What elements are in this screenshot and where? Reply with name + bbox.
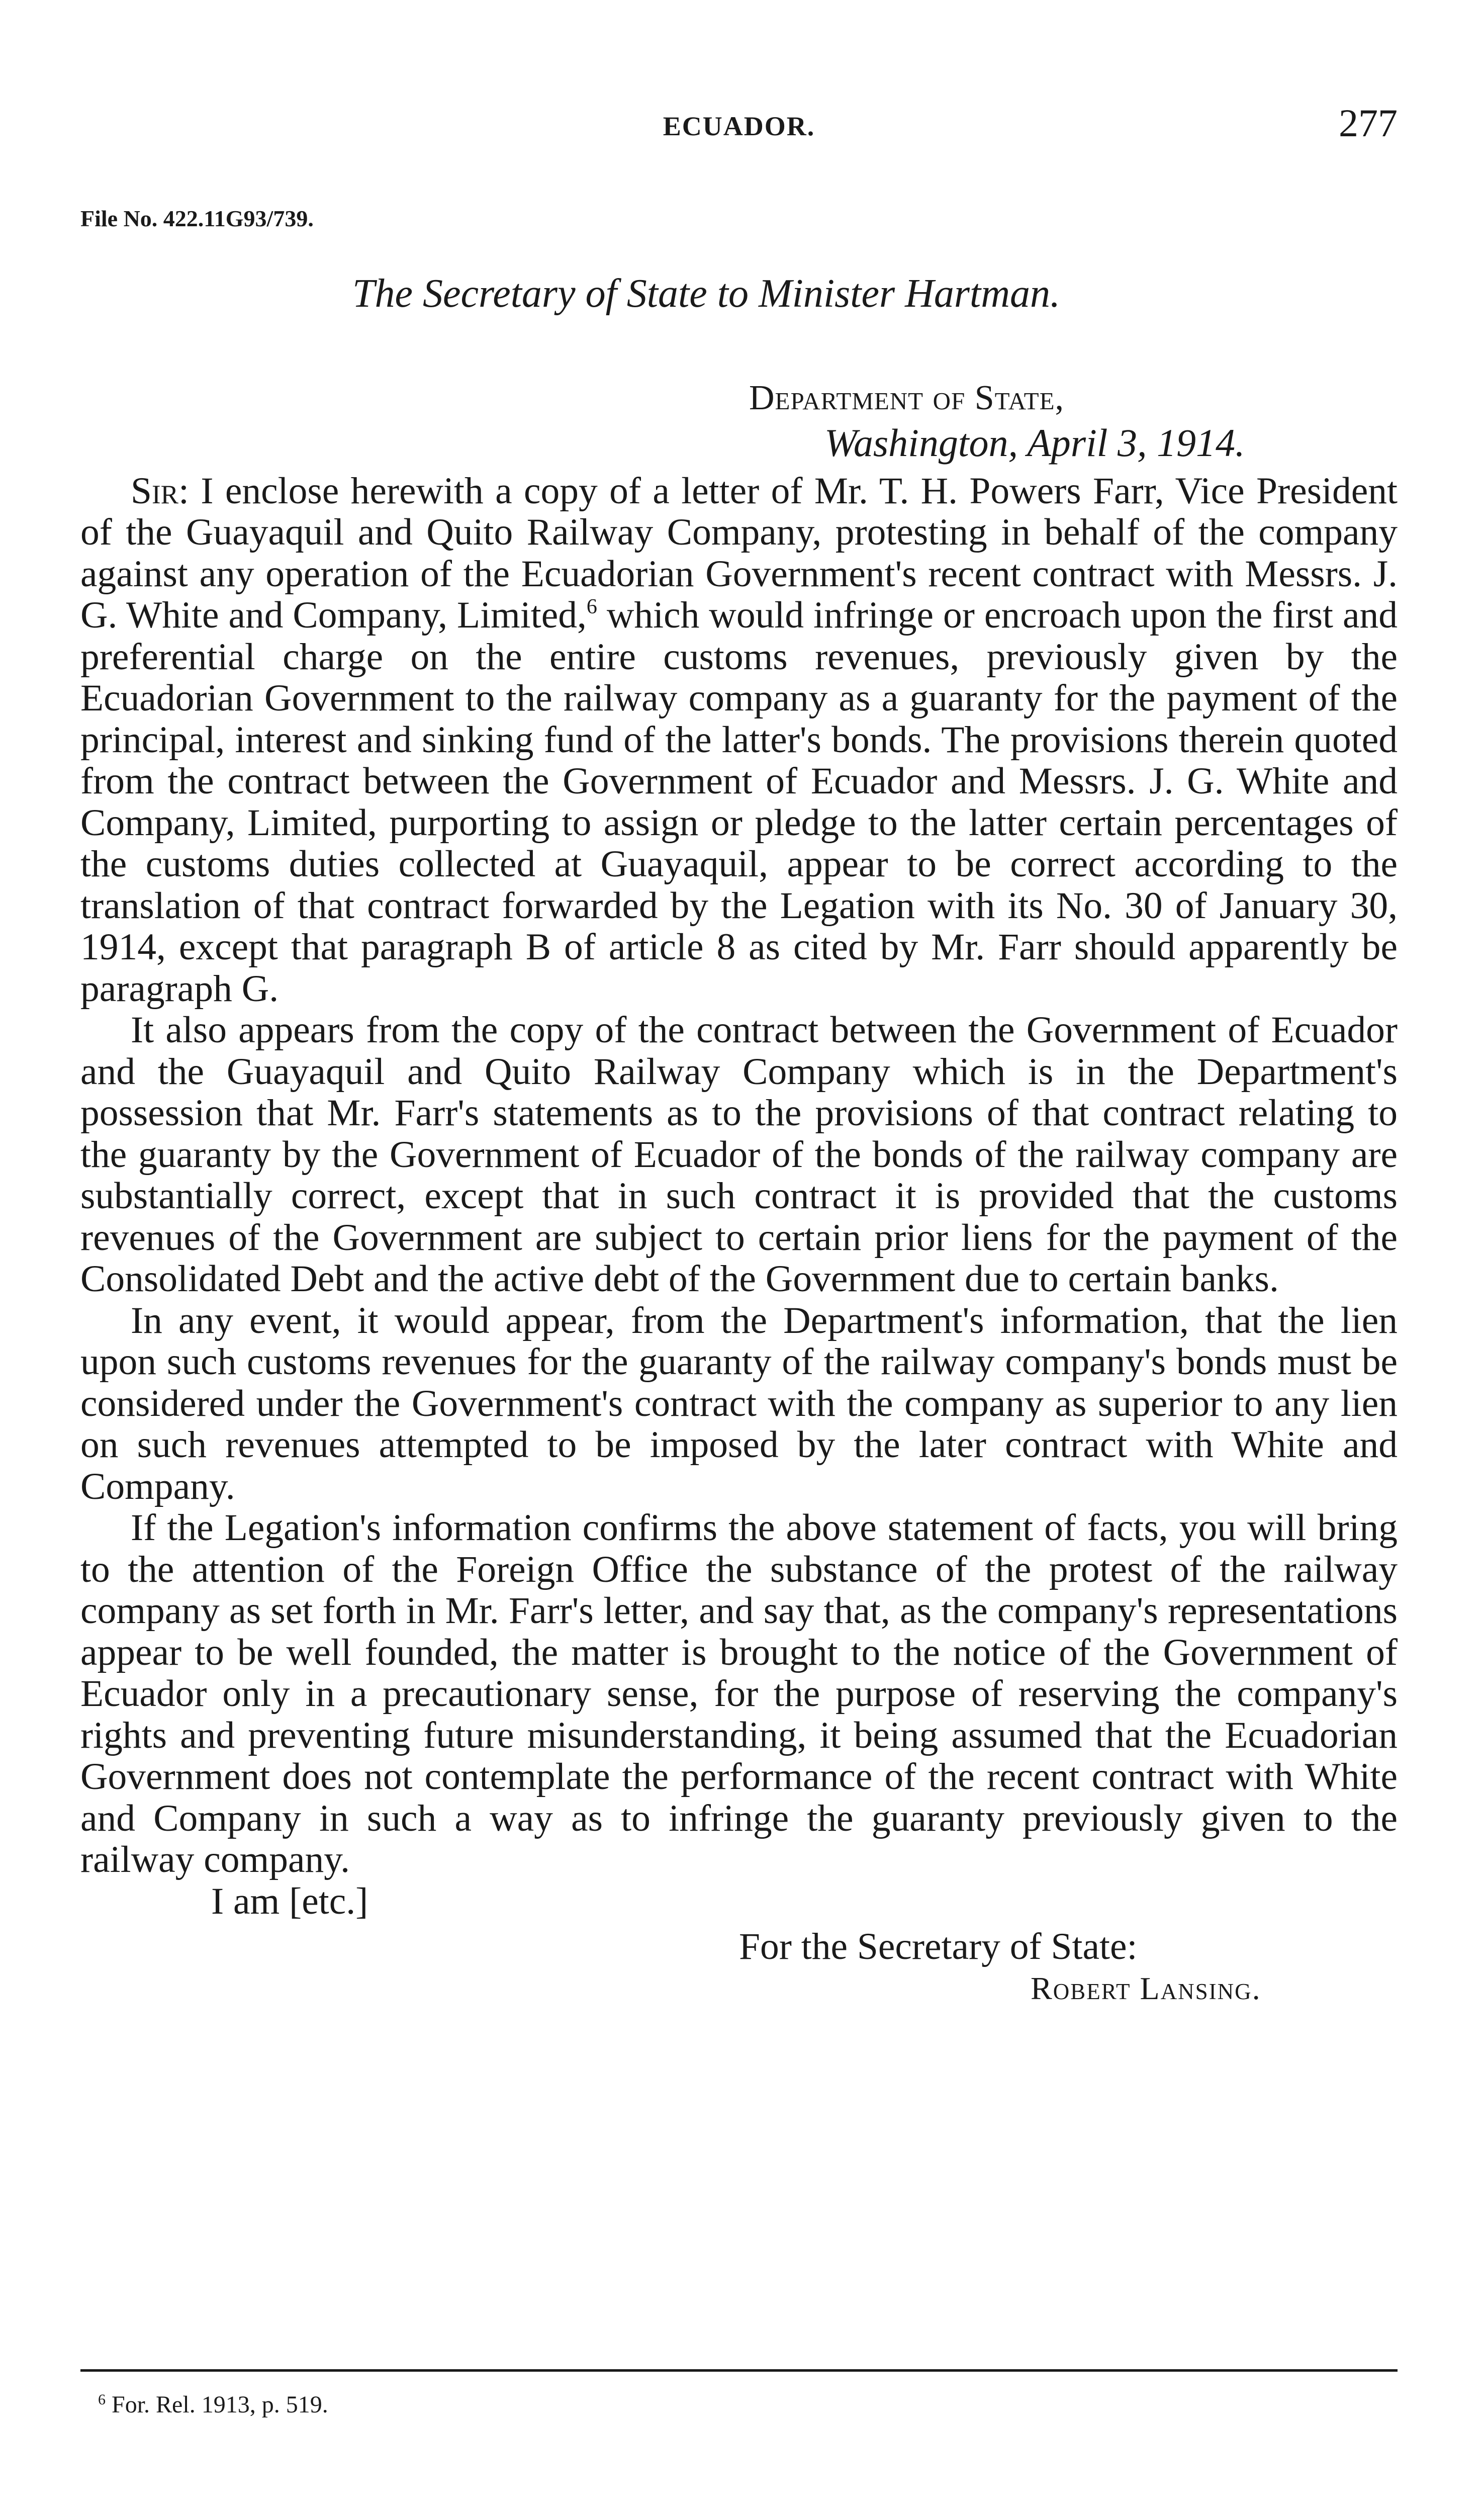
footnote-reference: 6 (586, 595, 597, 619)
running-header (80, 101, 1398, 161)
footnote-text: For. Rel. 1913, p. 519. (106, 2391, 328, 2418)
page-number: 277 (1339, 101, 1398, 145)
signature-line: For the Secretary of State: (739, 1926, 1138, 1968)
paragraph-1-text-a: I enclose herewith a copy of a letter of Mr. T. H. Powers Farr, Vice President of the Guayaquil and Quito Railway Company, protesting in behalf of the company against any operation of the Ecuadorian Government's recent contract with Messrs. J. G. White and Company, Limited, (80, 470, 1398, 637)
paragraph-1 (80, 471, 1398, 1010)
department-line: Department of State, (749, 379, 1065, 417)
salutation: Sir: (131, 470, 189, 512)
running-title: ECUADOR. (663, 111, 815, 141)
footnote (98, 2391, 328, 2418)
footnote-divider (80, 2369, 1398, 2372)
signature-block (739, 1926, 1398, 2009)
file-number: File No. 422.11G93/739. (80, 206, 314, 231)
place-date-line: Washington, April 3, 1914. (824, 421, 1245, 465)
closing-line: I am [etc.] (211, 1880, 368, 1922)
letter-body (80, 471, 1398, 1881)
dateline (749, 377, 1398, 467)
signer-name: Robert Lansing. (1031, 1970, 1261, 2006)
paragraph-3: In any event, it would appear, from the Department's information, that the lien upon such customs revenues for the guaranty of the railway company's bonds must be considered under the Government's contract with the company as superior to any lien on such revenues attempted to be imposed by the later contract with White and Company. (80, 1299, 1398, 1507)
paragraph-2: It also appears from the copy of the contract between the Government of Ecuador and the Guayaquil and Quito Railway Company which is in the Department's possession that Mr. Farr's statements as to the provisions of that contract relating to the guaranty by the Government of Ecuador of the bonds of the railway company are substantially correct, except that in such contract it is provided that the customs revenues of the Government are subject to certain prior liens for the payment of the Consolidated Debt and the active debt of the Government due to certain banks. (80, 1009, 1398, 1300)
paragraph-1-text-b: which would infringe or encroach upon the first and preferential charge on the entire customs revenues, previously given by the Ecuadorian Government to the railway company as a guaranty for the payment of the principal, interest and sinking fund of the latter's bonds. The provisions therein quoted from the contract between the Government of Ecuador and Messrs. J. G. White and Company, Limited, purporting to assign or pledge to the latter certain percentages of the customs duties collected at Guayaquil, appear to be correct according to the translation of that contract forwarded by the Legation with its No. 30 of January 30, 1914, except that paragraph B of article 8 as cited by Mr. Farr should apparently be paragraph G. (80, 594, 1398, 1010)
document-title: The Secretary of State to Minister Hartman. (352, 272, 1060, 316)
paragraph-4: If the Legation's information confirms the above statement of facts, you will bring to the attention of the Foreign Office the substance of the protest of the railway company as set forth in Mr. Farr's letter, and say that, as the company's representations appear to be well founded, the matter is brought to the notice of the Government of Ecuador only in a precautionary sense, for the purpose of reserving the company's rights and preventing future misunderstanding, it being assumed that the Ecuadorian Government does not contemplate the performance of the recent contract with White and Company in such a way as to infringe the guaranty previously given to the railway company. (80, 1507, 1398, 1881)
page-content (80, 101, 1398, 2009)
footnote-marker: 6 (98, 2391, 106, 2408)
